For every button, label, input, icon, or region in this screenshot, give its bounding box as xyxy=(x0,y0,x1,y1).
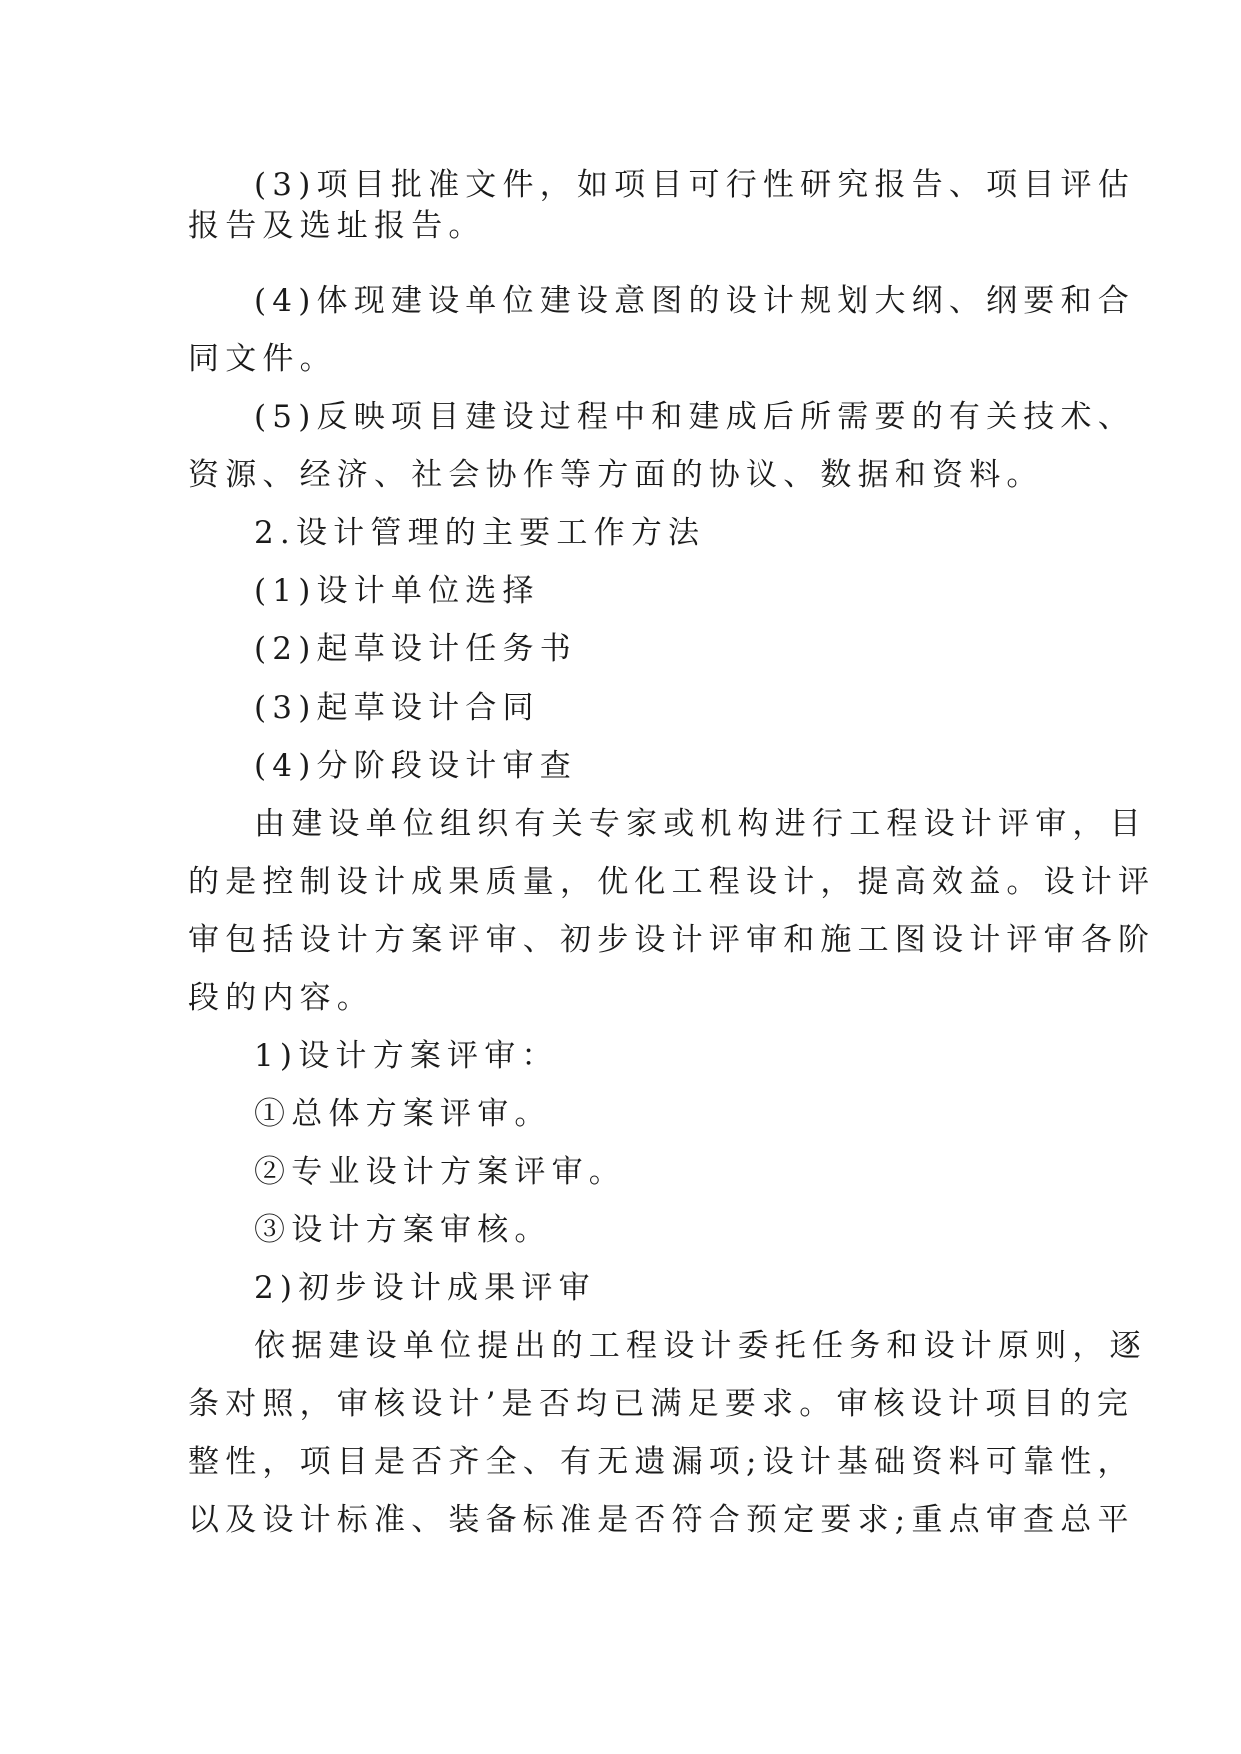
text-line: 的是控制设计成果质量，优化工程设计，提高效益。设计评 xyxy=(188,864,1156,900)
text-line: (3)项目批准文件，如项目可行性研究报告、项目评估 xyxy=(254,167,1135,203)
text-line: 由建设单位组织有关专家或机构进行工程设计评审，目 xyxy=(254,806,1147,842)
sub-heading: 1)设计方案评审： xyxy=(254,1038,559,1074)
text-line: (5)反映项目建设过程中和建成后所需要的有关技术、 xyxy=(254,399,1135,435)
sub-heading: 2)初步设计成果评审 xyxy=(254,1270,596,1306)
section-heading: 2.设计管理的主要工作方法 xyxy=(254,515,706,551)
list-item: (2)起草设计任务书 xyxy=(254,631,577,667)
list-item: ②专业设计方案评审。 xyxy=(254,1154,626,1190)
list-item: ③设计方案审核。 xyxy=(254,1212,552,1248)
list-item: ①总体方案评审。 xyxy=(254,1096,552,1132)
text-line: 审包括设计方案评审、初步设计评审和施工图设计评审各阶 xyxy=(188,922,1156,958)
text-line: 条对照，审核设计’是否均已满足要求。审核设计项目的完 xyxy=(188,1386,1135,1422)
list-item: (4)分阶段设计审查 xyxy=(254,748,577,784)
text-line: 报告及选址报告。 xyxy=(188,208,486,244)
text-line: 同文件。 xyxy=(188,341,337,377)
text-line: 资源、经济、社会协作等方面的协议、数据和资料。 xyxy=(188,457,1044,493)
text-line: 段的内容。 xyxy=(188,980,374,1016)
text-line: 以及设计标准、装备标准是否符合预定要求;重点审查总平 xyxy=(188,1502,1135,1538)
text-line: 整性，项目是否齐全、有无遗漏项;设计基础资料可靠性， xyxy=(188,1444,1135,1480)
list-item: (1)设计单位选择 xyxy=(254,573,540,609)
list-item: (3)起草设计合同 xyxy=(254,690,540,726)
text-line: 依据建设单位提出的工程设计委托任务和设计原则，逐 xyxy=(254,1328,1147,1364)
text-line: (4)体现建设单位建设意图的设计规划大纲、纲要和合 xyxy=(254,283,1135,319)
